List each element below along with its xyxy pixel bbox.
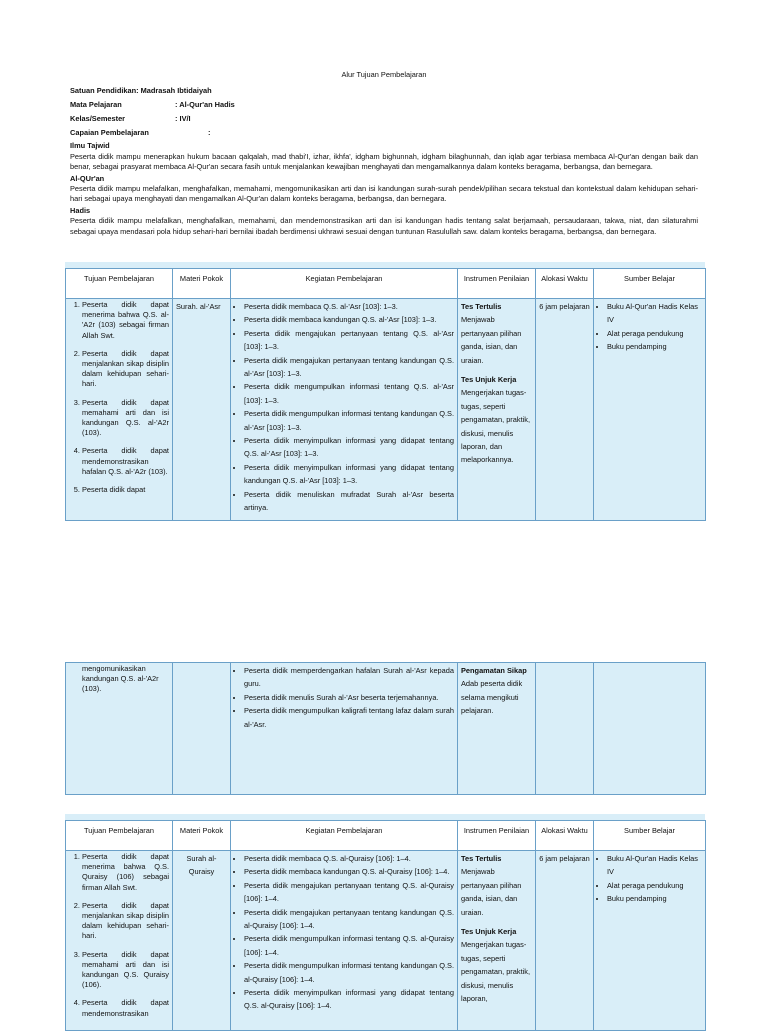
field-kelas-semester: Kelas/Semester : IV/I xyxy=(70,114,191,124)
header-instrumen: Instrumen Penilaian xyxy=(458,269,536,299)
list-item: • Peserta didik mengajukan pertanyaan tentang Q.S. al-Quraisy [106]: 1–4. xyxy=(244,879,454,906)
list-item: • Peserta didik mengajukan pertanyaan tentang Q.S. al-'Asr [103]: 1–3. xyxy=(244,327,454,354)
header-materi: Materi Pokok xyxy=(173,821,231,851)
list-item: • Peserta didik menyimpulkan informasi yang didapat tentang Q.S. al-'Asr [103]: 1–3. xyxy=(244,434,454,461)
document-header xyxy=(70,70,698,238)
section-title-alquran: Al-QUr'an xyxy=(70,173,105,183)
header-instrumen: Instrumen Penilaian xyxy=(458,821,536,851)
cell-tujuan xyxy=(66,299,173,521)
list-item: • Buku pendamping xyxy=(607,340,702,353)
cell-kegiatan xyxy=(231,663,458,795)
instrumen-title: Pengamatan Sikap xyxy=(461,666,527,675)
table-row xyxy=(66,851,706,1031)
list-item: 4. Peserta didik dapat mendemonstrasikan hafalan Q.S. al-'A2r (103). xyxy=(82,446,169,477)
instrumen-text: Menjawab pertanyaan pilihan ganda, isian, dan uraian. xyxy=(461,867,522,917)
table-row xyxy=(66,663,706,795)
cell-materi: Surah. al-'Asr xyxy=(173,299,231,521)
list-item: • Peserta didik membaca Q.S. al-'Asr [103]: 1–3. xyxy=(244,300,454,313)
instrumen-title: Tes Tertulis xyxy=(461,302,502,311)
list-item: • Peserta didik membaca kandungan Q.S. al-'Asr [103]: 1–3. xyxy=(244,313,454,326)
list-item: • Peserta didik mengumpulkan informasi tentang Q.S. al-'Asr [103]: 1–3. xyxy=(244,380,454,407)
field-satuan-pendidikan: Satuan Pendidikan: Madrasah Ibtidaiyah xyxy=(70,86,212,96)
cell-alokasi: 6 jam pelajaran xyxy=(536,851,594,1031)
instrumen-text: Menjawab pertanyaan pilihan ganda, isian, dan uraian. xyxy=(461,315,522,365)
list-item: 3. Peserta didik dapat memahami arti dan isi kandungan Q.S. Quraisy (106). xyxy=(82,950,169,991)
header-materi: Materi Pokok xyxy=(173,269,231,299)
list-item: 4. Peserta didik dapat mendemonstrasikan xyxy=(82,998,169,1018)
list-item: 3. Peserta didik dapat memahami arti dan isi kandungan Q.S. al-'A2r (103). xyxy=(82,398,169,439)
list-item: • Peserta didik membaca Q.S. al-Quraisy [106]: 1–4. xyxy=(244,852,454,865)
header-tujuan: Tujuan Pembelajaran xyxy=(66,821,173,851)
table-header-row xyxy=(66,821,706,851)
cell-materi: Surah al-Quraisy xyxy=(173,851,231,1031)
list-item: • Peserta didik memperdengarkan hafalan Surah al-'Asr kepada guru. xyxy=(244,664,454,691)
header-kegiatan: Kegiatan Pembelajaran xyxy=(231,269,458,299)
atp-table-1 xyxy=(65,268,706,521)
header-kegiatan: Kegiatan Pembelajaran xyxy=(231,821,458,851)
cell-sumber xyxy=(594,663,706,795)
instrumen-text: Mengerjakan tugas-tugas, seperti pengamatan, praktik, diskusi, menulis laporan, dan melaporkannya. xyxy=(461,388,531,465)
instrumen-title: Tes Tertulis xyxy=(461,854,502,863)
cell-alokasi xyxy=(536,663,594,795)
list-item: • Peserta didik menuliskan mufradat Surah al-'Asr beserta artinya. xyxy=(244,488,454,515)
header-tujuan: Tujuan Pembelajaran xyxy=(66,269,173,299)
instrumen-text: Mengerjakan tugas-tugas, seperti pengamatan, praktik, diskusi, menulis laporan, xyxy=(461,940,531,1004)
list-item: • Peserta didik mengumpulkan kaligrafi tentang lafaz dalam surah al-'Asr. xyxy=(244,704,454,731)
document-title: Alur Tujuan Pembelajaran xyxy=(341,70,427,79)
table-row xyxy=(66,299,706,521)
cell-tujuan xyxy=(66,663,173,795)
list-item: 1. Peserta didik dapat menerima bahwa Q.S. al-'A2r (103) sebagai firman Allah Swt. xyxy=(82,300,169,341)
list-item: • Peserta didik membaca kandungan Q.S. al-Quraisy [106]: 1–4. xyxy=(244,865,454,878)
header-sumber: Sumber Belajar xyxy=(594,269,706,299)
header-alokasi: Alokasi Waktu xyxy=(536,821,594,851)
list-item: • Peserta didik mengumpulkan informasi tentang kandungan Q.S. al-'Asr [103]: 1–3. xyxy=(244,407,454,434)
field-capaian-pembelajaran: Capaian Pembelajaran : xyxy=(70,128,211,138)
cell-sumber xyxy=(594,851,706,1031)
list-item: • Alat peraga pendukung xyxy=(607,879,702,892)
list-item: 2. Peserta didik dapat menjalankan sikap disiplin dalam kehidupan sehari-hari. xyxy=(82,901,169,942)
table-header-row xyxy=(66,269,706,299)
list-item: • Peserta didik mengajukan pertanyaan tentang kandungan Q.S. al-Quraisy [106]: 1–4. xyxy=(244,906,454,933)
list-item: 2. Peserta didik dapat menjalankan sikap disiplin dalam kehidupan sehari-hari. xyxy=(82,349,169,390)
atp-table-2 xyxy=(65,820,706,1031)
cell-sumber xyxy=(594,299,706,521)
cell-kegiatan xyxy=(231,851,458,1031)
cell-instrumen xyxy=(458,663,536,795)
list-item: • Buku Al-Qur'an Hadis Kelas IV xyxy=(607,300,702,327)
instrumen-text: Adab peserta didik selama mengikuti pelajaran. xyxy=(461,679,523,716)
section-title-ilmu-tajwid: Ilmu Tajwid xyxy=(70,141,110,151)
list-item: • Peserta didik mengajukan pertanyaan tentang kandungan Q.S. al-'Asr [103]: 1–3. xyxy=(244,354,454,381)
list-item-continued: mengomunikasikan kandungan Q.S. al-'A2r (103). xyxy=(82,664,159,694)
list-item: • Buku pendamping xyxy=(607,892,702,905)
cell-alokasi: 6 jam pelajaran xyxy=(536,299,594,521)
list-item: • Peserta didik mengumpulkan informasi tentang Q.S. al-Quraisy [106]: 1–4. xyxy=(244,932,454,959)
cell-tujuan xyxy=(66,851,173,1031)
field-mata-pelajaran: Mata Pelajaran : Al-Qur'an Hadis xyxy=(70,100,235,110)
list-item: • Alat peraga pendukung xyxy=(607,327,702,340)
cell-instrumen xyxy=(458,851,536,1031)
list-item: • Peserta didik menyimpulkan informasi yang didapat tentang kandungan Q.S. al-'Asr [103]: 1–3. xyxy=(244,461,454,488)
cell-kegiatan xyxy=(231,299,458,521)
instrumen-title: Tes Unjuk Kerja xyxy=(461,927,517,937)
section-text-alquran: Peserta didik mampu melafalkan, menghafalkan, memahami, mengomunikasikan arti dan isi kandungan surah-surah pendek/pilihan secara tekstual dan kontekstual dalam kehidupan sehari-hari sebagai upaya menghayati dan mengamalkan Al-Qur'an dalam konteks beragama, berbangsa, dan bernegara. xyxy=(70,184,698,204)
header-sumber: Sumber Belajar xyxy=(594,821,706,851)
list-item: • Buku Al-Qur'an Hadis Kelas IV xyxy=(607,852,702,879)
list-item: • Peserta didik mengumpulkan informasi tentang kandungan Q.S. al-Quraisy [106]: 1–4. xyxy=(244,959,454,986)
section-text-ilmu-tajwid: Peserta didik mampu menerapkan hukum bacaan qalqalah, mad thabi'I, izhar, ikhfa', idgham bighunnah, idgham bilaghunnah, dan iqlab agar terbiasa membaca Al-Qur'an dengan baik dan benar, sebagai prasyarat membaca Al-Qur'an secara fasih untuk menjalankan kewajiban menghayati dan mengamalkannya dalam konteks beragama, berbangsa, dan bernegara. xyxy=(70,151,698,172)
list-item: • Peserta didik menyimpulkan informasi yang didapat tentang Q.S. al-Quraisy [106]: 1–4. xyxy=(244,986,454,1013)
list-item: 5. Peserta didik dapat xyxy=(82,485,169,495)
cell-instrumen xyxy=(458,299,536,521)
section-title-hadis: Hadis xyxy=(70,205,91,215)
list-item: 1. Peserta didik dapat menerima bahwa Q.S. Quraisy (106) sebagai firman Allah Swt. xyxy=(82,852,169,893)
header-alokasi: Alokasi Waktu xyxy=(536,269,594,299)
atp-table-1-continued xyxy=(65,662,706,795)
instrumen-title: Tes Unjuk Kerja xyxy=(461,375,517,385)
cell-materi xyxy=(173,663,231,795)
list-item: • Peserta didik menulis Surah al-'Asr beserta terjemahannya. xyxy=(244,691,454,704)
section-text-hadis: Peserta didik mampu melafalkan, menghafalkan, memahami, dan mendemonstrasikan arti dan isi kandungan hadis tentang salat berjamaah, persaudaraan, takwa, niat, dan silaturahmi sebagai upaya mendasari pola hidup sehari-hari bernilai ibadah berdimensi ukhrawi sesuai dengan tuntunan Rasulullah saw. dalam konteks beragama, berbangsa, dan bernegara. xyxy=(70,216,698,236)
